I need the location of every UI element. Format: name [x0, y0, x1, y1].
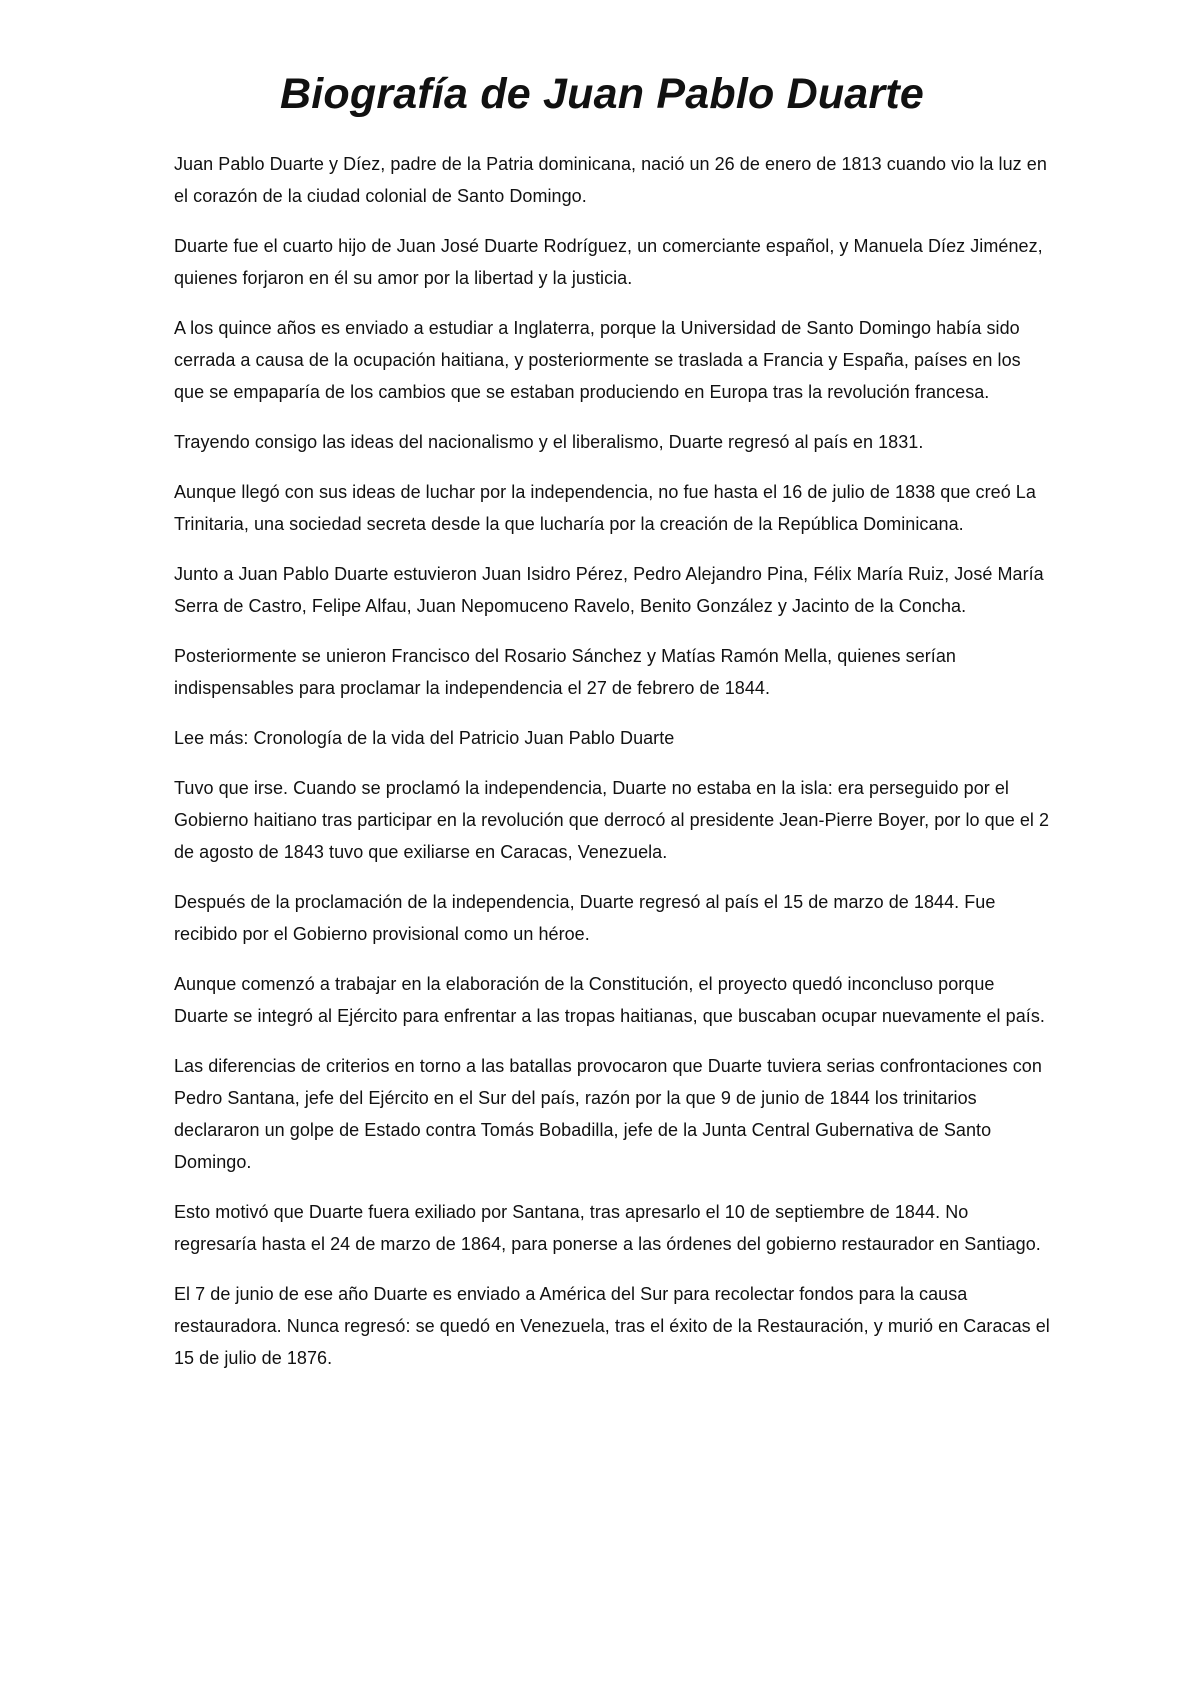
paragraph-return: Trayendo consigo las ideas del nacionalismo y el liberalismo, Duarte regresó al país en 1831. [174, 432, 924, 452]
paragraph-hero-return: Después de la proclamación de la independencia, Duarte regresó al país el 15 de marzo de 1844. Fue recibido por el Gobierno provisional como un héroe. [174, 892, 996, 944]
paragraph-sanchez-mella: Posteriormente se unieron Francisco del Rosario Sánchez y Matías Ramón Mella, quienes serían indispensables para proclamar la independencia el 27 de febrero de 1844. [174, 646, 956, 698]
paragraph-read-more: Lee más: Cronología de la vida del Patricio Juan Pablo Duarte [174, 728, 675, 748]
paragraph-exiled-by-santana: Esto motivó que Duarte fuera exiliado por Santana, tras apresarlo el 10 de septiembre de 1844. No regresaría hasta el 24 de marzo de 1864, para ponerse a las órdenes del gobierno restaurador en Santiago. [174, 1202, 1041, 1254]
paragraph-studies: A los quince años es enviado a estudiar a Inglaterra, porque la Universidad de Santo Domingo había sido cerrada a causa de la ocupación haitiana, y posteriormente se traslada a Francia y España, países en los que se empaparía de los cambios que se estaban produciendo en Europa tras la revolución francesa. [174, 318, 1021, 402]
paragraph-santana-conflict: Las diferencias de criterios en torno a las batallas provocaron que Duarte tuviera serias confrontaciones con Pedro Santana, jefe del Ejército en el Sur del país, razón por la que 9 de junio de 1844 los trinitarios declararon un golpe de Estado contra Tomás Bobadilla, jefe de la Junta Central Gubernativa de Santo Domingo. [174, 1056, 1042, 1172]
document-body [174, 148, 1050, 1374]
paragraph-birth: Juan Pablo Duarte y Díez, padre de la Patria dominicana, nació un 26 de enero de 1813 cuando vio la luz en el corazón de la ciudad colonial de Santo Domingo. [174, 154, 1047, 206]
paragraph-death: El 7 de junio de ese año Duarte es enviado a América del Sur para recolectar fondos para la causa restauradora. Nunca regresó: se quedó en Venezuela, tras el éxito de la Restauración, y murió en Caracas el 15 de julio de 1876. [174, 1284, 1050, 1368]
paragraph-parents: Duarte fue el cuarto hijo de Juan José Duarte Rodríguez, un comerciante español, y Manuela Díez Jiménez, quienes forjaron en él su amor por la libertad y la justicia. [174, 236, 1043, 288]
paragraph-founders: Junto a Juan Pablo Duarte estuvieron Juan Isidro Pérez, Pedro Alejandro Pina, Félix María Ruiz, José María Serra de Castro, Felipe Alfau, Juan Nepomuceno Ravelo, Benito González y Jacinto de la Concha. [174, 564, 1044, 616]
paragraph-constitution: Aunque comenzó a trabajar en la elaboración de la Constitución, el proyecto quedó inconcluso porque Duarte se integró al Ejército para enfrentar a las tropas haitianas, que buscaban ocupar nuevamente el país. [174, 974, 1045, 1026]
paragraph-exile-caracas: Tuvo que irse. Cuando se proclamó la independencia, Duarte no estaba en la isla: era perseguido por el Gobierno haitiano tras participar en la revolución que derrocó al presidente Jean-Pierre Boyer, por lo que el 2 de agosto de 1843 tuvo que exiliarse en Caracas, Venezuela. [174, 778, 1050, 862]
paragraph-trinitaria: Aunque llegó con sus ideas de luchar por la independencia, no fue hasta el 16 de julio de 1838 que creó La Trinitaria, una sociedad secreta desde la que lucharía por la creación de la República Dominicana. [174, 482, 1036, 534]
document-title: Biografía de Juan Pablo Duarte [280, 70, 924, 118]
